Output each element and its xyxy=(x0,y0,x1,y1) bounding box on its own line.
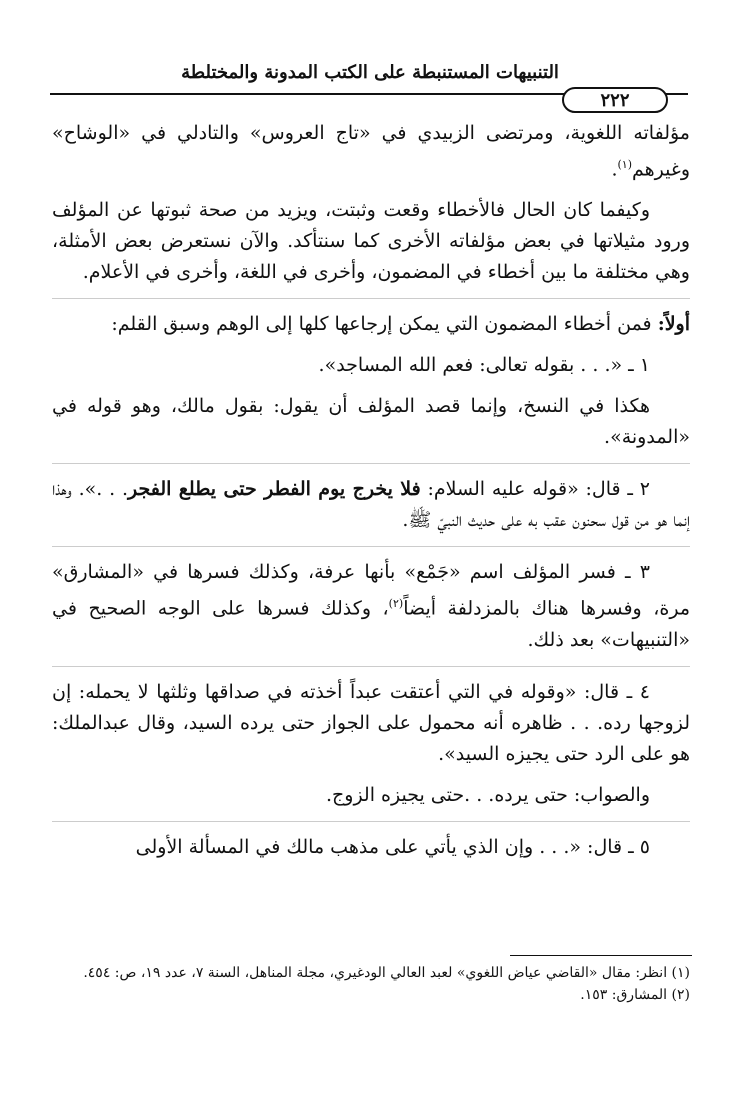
main-text xyxy=(52,118,690,873)
paragraph-5: هكذا في النسخ، وإنما قصد المؤلف أن يقول: بقول مالك، وهو قوله في «المدونة». xyxy=(52,395,690,449)
paragraph-1-text: مؤلفاته اللغوية، ومرتضى الزبيدي في «تاج العروس» والتادلي في «الوشاح» وغيرهم xyxy=(52,122,690,181)
page-number: ٢٢٢ xyxy=(600,90,630,111)
running-header-title: التنبيهات المستنبطة على الكتب المدونة والمختلطة xyxy=(181,62,559,83)
footnotes xyxy=(52,962,690,1006)
example-5: ٥ ـ قال: «. . . وإن الذي يأتي على مذهب مالك في المسألة الأولى xyxy=(135,835,650,858)
divider-1 xyxy=(52,298,690,299)
example-3 xyxy=(52,557,690,655)
example-2-rest: . . .». وهذا إنما هو من قول سحنون عقب به على حديث النبيّ ﷺ. xyxy=(52,478,690,532)
footnote-rule xyxy=(510,955,692,956)
paragraph-1: مؤلفاته اللغوية، ومرتضى الزبيدي في «تاج العروس» والتادلي في «الوشاح» وغيرهم$^{(١)}$. xyxy=(52,122,690,181)
paragraph-2: وكيفما كان الحال فالأخطاء وقعت وثبتت، ويزيد من صحة ثبوتها عن المؤلف ورود مثيلاتها في بعض مؤلفاته الأخرى كما سنتأكد. والآن نستعرض بعض الأمثلة، وهي مختلفة ما بين أخطاء في المضمون، وأخرى في اللغة، وأخرى في الأعلام. xyxy=(52,199,690,284)
paragraph-3-text: فمن أخطاء المضمون التي يمكن إرجاعها كلها إلى الوهم وسبق القلم: xyxy=(111,313,652,336)
paragraph-3 xyxy=(52,309,690,340)
footnote-2: (٢) المشارق: ١٥٣. xyxy=(580,987,690,1003)
page-number-ornament xyxy=(555,86,675,114)
divider-4 xyxy=(52,666,690,667)
example-2 xyxy=(52,474,690,536)
example-2-intro: ٢ ـ قال: «قوله عليه السلام: xyxy=(427,478,651,501)
example-4: ٤ ـ قال: «وقوله في التي أعتقت عبداً أخذته في صداقها وثلثها لا يحمله: إن لزوجها رده. . . ظاهره أنه محمول على الجواز حتى يرده السيد، وقال عبدالملك: هو على الرد حتى يجيزه السيد». xyxy=(52,680,690,765)
correction: والصواب: حتى يرده. . .حتى يجيزه الزوج. xyxy=(325,783,650,806)
footnote-ref-2: (٢) xyxy=(388,597,404,611)
footnote-ref-1: (١) xyxy=(617,158,632,171)
divider-3 xyxy=(52,546,690,547)
example-3-text-a: ٣ ـ فسر المؤلف اسم «جَمْع» بأنها عرفة، وكذلك فسرها في «المشارق» مرة، وفسرها هناك بالمزدلفة أيضاً xyxy=(52,561,690,620)
example-3-text-b: ، وكذلك فسرها على الوجه الصحيح في «التنبيهات» بعد ذلك. xyxy=(52,597,690,651)
divider-5 xyxy=(52,821,690,822)
divider-2 xyxy=(52,463,690,464)
example-2-quote: فلا يخرج يوم الفطر حتى يطلع الفجر xyxy=(127,478,421,501)
section-lead: أولاً: xyxy=(657,313,690,336)
footnote-1: (١) انظر: مقال «القاضي عياض اللغوي» لعبد العالي الودغيري، مجلة المناهل، السنة ٧، عدد ١٩، ص: ٤٥٤. xyxy=(83,965,690,981)
example-1: ١ ـ «. . . بقوله تعالى: فعم الله المساجد». xyxy=(318,354,650,377)
